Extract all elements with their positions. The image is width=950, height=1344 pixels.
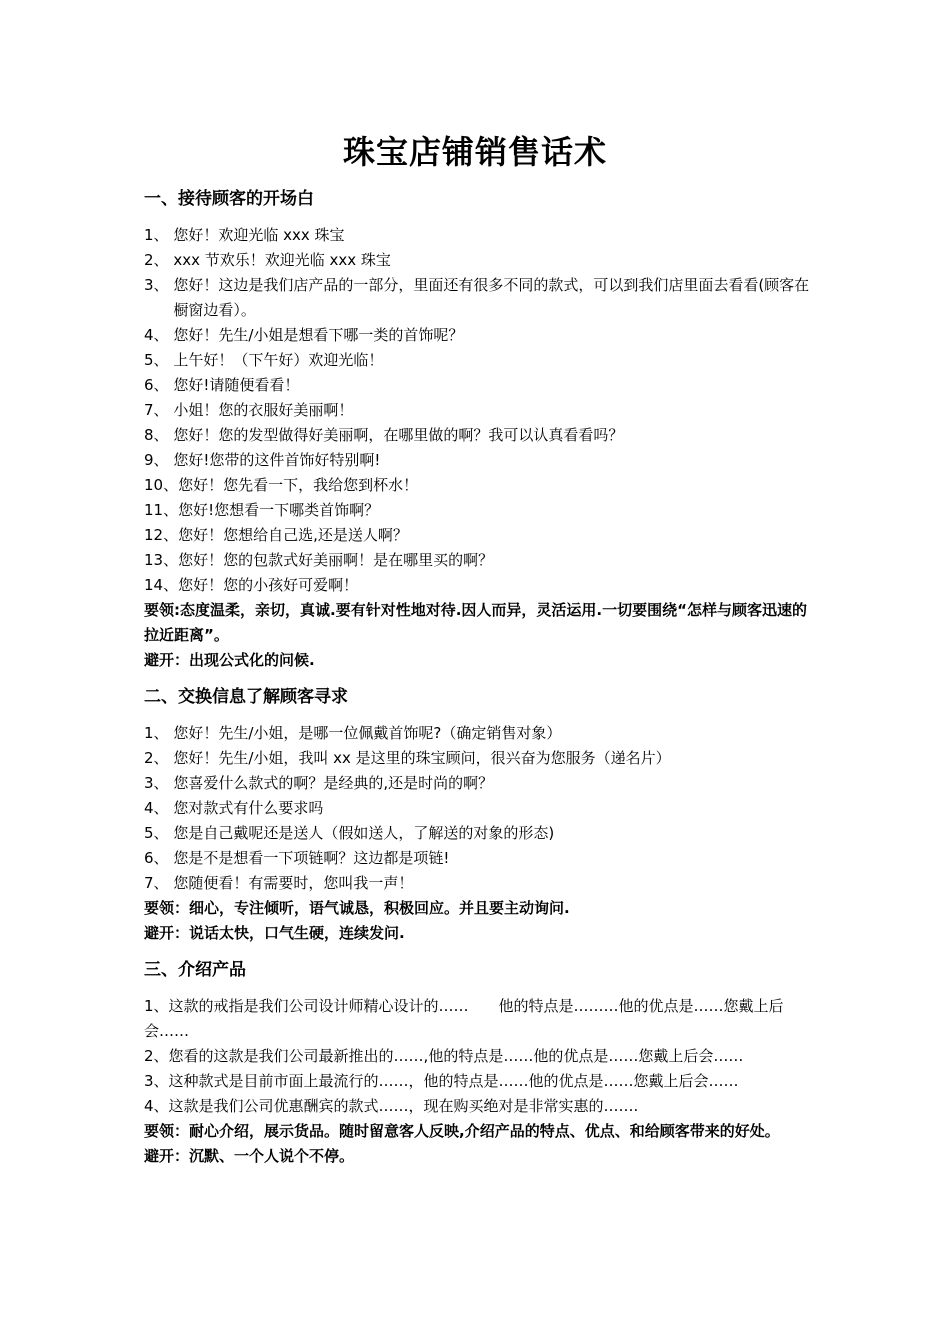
greeting-list [144, 223, 810, 598]
list-item [144, 373, 810, 398]
item-text: 4、这款是我们公司优惠酬宾的款式……，现在购买绝对是非常实惠的……. [144, 1097, 639, 1115]
list-item [144, 448, 810, 473]
item-number: 2、 [144, 749, 174, 767]
item-number: 7、 [144, 874, 174, 892]
item-text: 1、这款的戒指是我们公司设计师精心设计的…… 他的特点是………他的优点是……您戴上后会…… [144, 997, 784, 1040]
item-number: 3、 [144, 276, 174, 294]
list-item [144, 796, 810, 821]
item-text: 您喜爱什么款式的啊？是经典的,还是时尚的啊？ [173, 774, 494, 792]
item-text: 您好！您先看一下，我给您到杯水！ [178, 476, 419, 494]
item-text: 您是不是想看一下项链啊？这边都是项链! [173, 849, 450, 867]
list-item [144, 323, 810, 348]
item-number: 5、 [144, 351, 174, 369]
key-point-note: 要领：细心，专注倾听，语气诚恳，积极回应。并且要主动询问. [144, 899, 570, 917]
section-heading: 二、交换信息了解顾客寻求 [144, 687, 348, 707]
item-text: 您好！这边是我们店产品的一部分，里面还有很多不同的款式，可以到我们店里面去看看(顾客在橱窗边看）。 [173, 276, 810, 319]
item-number: 6、 [144, 849, 174, 867]
list-item [144, 721, 810, 746]
item-text: 您对款式有什么要求吗 [173, 799, 324, 817]
avoid-note: 避开：说话太快，口气生硬，连续发问. [144, 924, 405, 942]
section-product-intro [144, 957, 810, 1169]
item-text: 您好!请随便看看！ [173, 376, 300, 394]
list-item [144, 273, 810, 323]
item-text: 您好！先生/小姐是想看下哪一类的首饰呢？ [173, 326, 464, 344]
item-number: 8、 [144, 426, 174, 444]
item-number: 6、 [144, 376, 174, 394]
list-item [144, 746, 810, 771]
list-item [144, 1069, 810, 1094]
item-number: 3、 [144, 774, 174, 792]
item-text: 您好!您带的这件首饰好特别啊! [173, 451, 381, 469]
list-item [144, 771, 810, 796]
item-number: 14、 [144, 576, 179, 594]
item-text: 2、您看的这款是我们公司最新推出的……,他的特点是……他的优点是……您戴上后会…… [144, 1047, 744, 1065]
item-text: 您好！先生/小姐，我叫 xx 是这里的珠宝顾问，很兴奋为您服务（递名片） [173, 749, 671, 767]
key-point-note: 要领:态度温柔，亲切，真诚.要有针对性地对待.因人而异，灵活运用.一切要围绕“怎样与顾客迅速的拉近距离”。 [144, 601, 807, 644]
exchange-info-list [144, 721, 810, 896]
item-number: 10、 [144, 476, 179, 494]
item-text: 您好！您的发型做得好美丽啊，在哪里做的啊？我可以认真看看吗？ [173, 426, 624, 444]
item-text: 您好！欢迎光临 xxx 珠宝 [173, 226, 345, 244]
item-number: 7、 [144, 401, 174, 419]
item-text: 3、这种款式是目前市面上最流行的……，他的特点是……他的优点是……您戴上后会…… [144, 1072, 739, 1090]
item-text: 您好!您想看一下哪类首饰啊？ [178, 501, 380, 519]
item-text: 小姐！您的衣服好美丽啊！ [173, 401, 354, 419]
item-text: 您好！您的包款式好美丽啊！是在哪里买的啊？ [178, 551, 494, 569]
item-text: 您好！您想给自己选,还是送人啊？ [178, 526, 408, 544]
page-title: 珠宝店铺销售话术 [342, 133, 607, 171]
item-text: 您好！先生/小姐，是哪一位佩戴首饰呢?（确定销售对象） [173, 724, 562, 742]
section-exchange-info [144, 684, 810, 946]
item-number: 9、 [144, 451, 174, 469]
section-heading: 三、介绍产品 [144, 960, 246, 980]
list-item [144, 548, 810, 573]
item-text: xxx 节欢乐！欢迎光临 xxx 珠宝 [173, 251, 391, 269]
product-intro-list [144, 994, 810, 1119]
item-text: 您是自己戴呢还是送人（假如送人，了解送的对象的形态) [173, 824, 555, 842]
item-text: 您好！您的小孩好可爱啊！ [178, 576, 359, 594]
document-body [144, 186, 810, 1169]
item-number: 1、 [144, 724, 174, 742]
item-number: 13、 [144, 551, 179, 569]
item-number: 11、 [144, 501, 179, 519]
list-item [144, 1044, 810, 1069]
list-item [144, 573, 810, 598]
item-number: 4、 [144, 326, 174, 344]
list-item [144, 1094, 810, 1119]
item-number: 4、 [144, 799, 174, 817]
item-number: 2、 [144, 251, 174, 269]
avoid-note: 避开：沉默、一个人说个不停。 [144, 1147, 355, 1165]
item-text: 您随便看！有需要时，您叫我一声！ [173, 874, 414, 892]
item-number: 5、 [144, 824, 174, 842]
list-item [144, 423, 810, 448]
key-point-note: 要领：耐心介绍，展示货品。随时留意客人反映,介绍产品的特点、优点、和给顾客带来的好处。 [144, 1122, 780, 1140]
list-item [144, 871, 810, 896]
list-item [144, 398, 810, 423]
avoid-note: 避开：出现公式化的问候. [144, 651, 315, 669]
list-item [144, 994, 810, 1044]
list-item [144, 498, 810, 523]
list-item [144, 248, 810, 273]
list-item [144, 473, 810, 498]
item-number: 12、 [144, 526, 179, 544]
item-number: 1、 [144, 226, 174, 244]
list-item [144, 523, 810, 548]
section-heading: 一、接待顾客的开场白 [144, 189, 314, 209]
list-item [144, 348, 810, 373]
list-item [144, 846, 810, 871]
list-item [144, 223, 810, 248]
list-item [144, 821, 810, 846]
item-text: 上午好！（下午好）欢迎光临！ [173, 351, 384, 369]
section-greeting [144, 186, 810, 673]
